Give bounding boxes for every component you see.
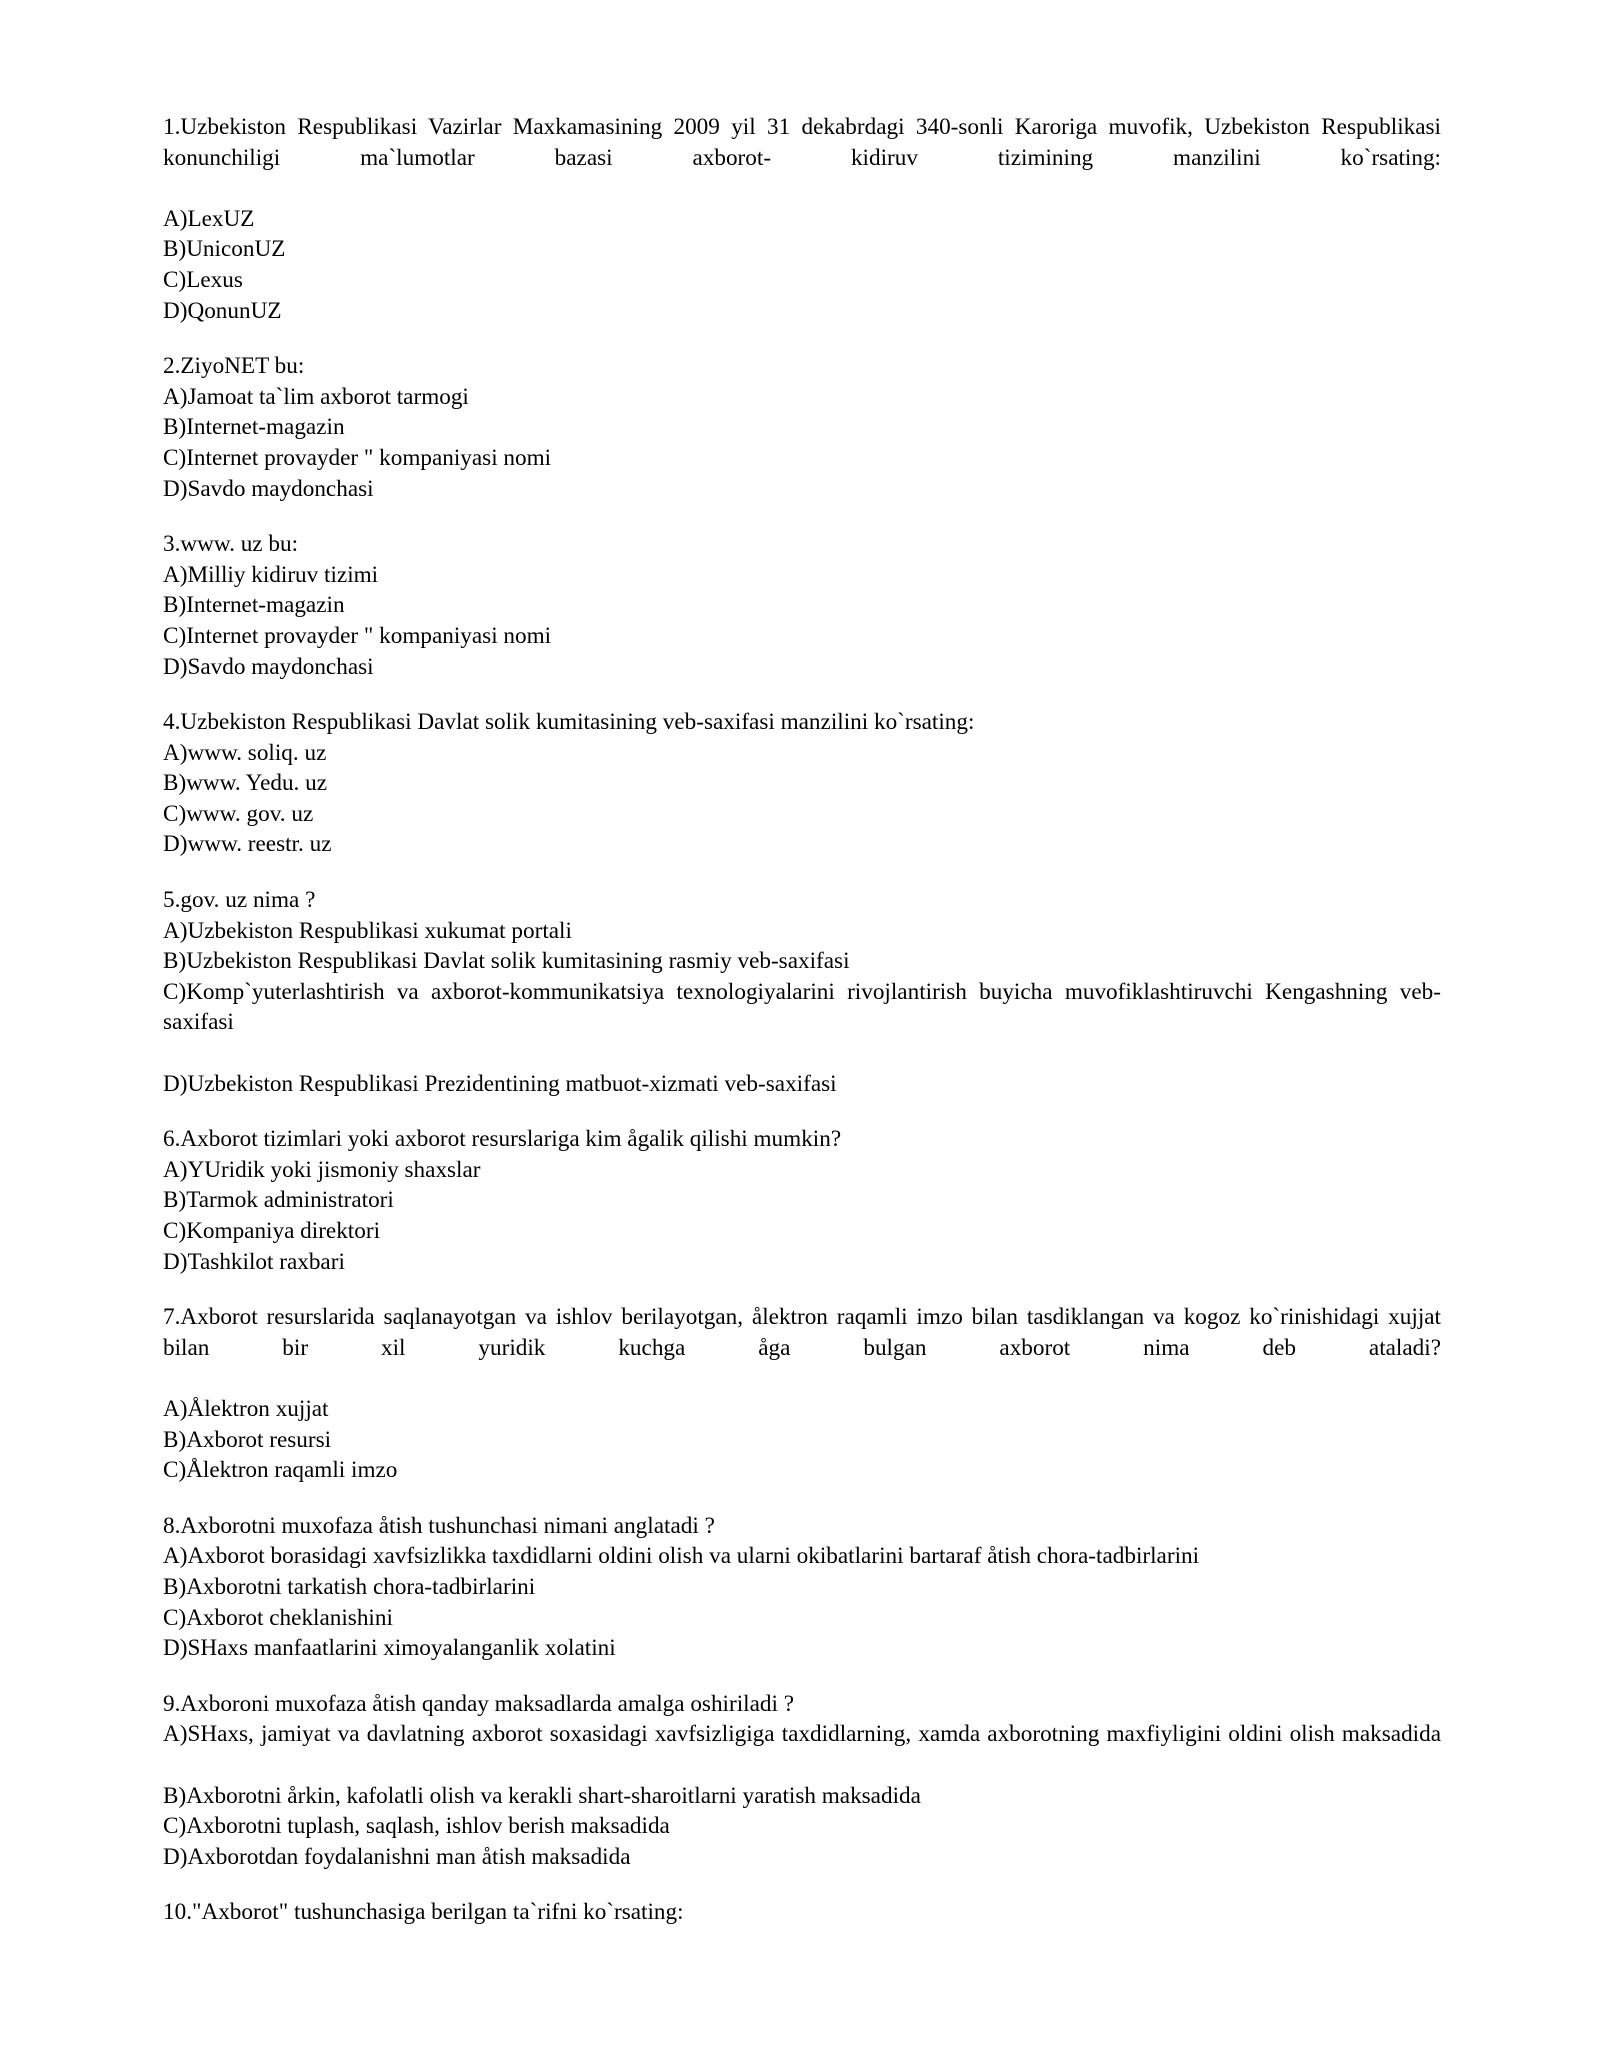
answer-option[interactable]: A)www. soliq. uz	[163, 739, 327, 766]
answer-option[interactable]: B)Axborot resursi	[163, 1426, 332, 1453]
answer-option[interactable]: A)YUridik yoki jismoniy shaxslar	[163, 1156, 481, 1183]
question-block	[163, 529, 1441, 682]
answer-option[interactable]: A)LexUZ	[163, 205, 255, 232]
answer-option[interactable]: C)Axborotni tuplash, saqlash, ishlov berish maksadida	[163, 1813, 670, 1840]
answer-option[interactable]: C)Internet provayder " kompaniyasi nomi	[163, 622, 552, 649]
answer-option[interactable]: D)QonunUZ	[163, 297, 282, 324]
answer-option[interactable]: A)Uzbekiston Respublikasi xukumat portali	[163, 917, 572, 944]
question-prompt: 4.Uzbekiston Respublikasi Davlat solik kumitasining veb-saxifasi manzilini ko`rsating:	[163, 709, 975, 736]
question-prompt: 5.gov. uz nima ?	[163, 887, 316, 914]
answer-option[interactable]: D)Savdo maydonchasi	[163, 653, 374, 680]
answer-option[interactable]: A)Milliy kidiruv tizimi	[163, 561, 379, 588]
answer-option[interactable]: A)Ålektron xujjat	[163, 1395, 329, 1422]
question-prompt: 7.Axborot resurslarida saqlanayotgan va ishlov berilayotgan, ålektron raqamli imzo bilan tasdiklangan va kogoz ko`rinishidagi xujjat bilan bir xil yuridik kuchga åga bulgan axborot nima deb ataladi?	[163, 1304, 1447, 1361]
question-block	[163, 1124, 1441, 1277]
answer-option[interactable]: D)Axborotdan foydalanishni man åtish maksadida	[163, 1843, 631, 1870]
answer-option[interactable]: B)www. Yedu. uz	[163, 770, 328, 797]
question-prompt: 3.www. uz bu:	[163, 531, 299, 558]
answer-option[interactable]: A)SHaxs, jamiyat va davlatning axborot soxasidagi xavfsizligiga taxdidlarning, xamda axborotning maxfiyligini oldini olish maksadida	[163, 1721, 1441, 1748]
question-block	[163, 1302, 1447, 1486]
answer-option[interactable]: B)Tarmok administratori	[163, 1187, 394, 1214]
question-prompt: 10."Axborot" tushunchasiga berilgan ta`rifni ko`rsating:	[163, 1899, 684, 1926]
question-block	[163, 707, 1441, 860]
question-prompt: 1.Uzbekiston Respublikasi Vazirlar Maxkamasining 2009 yil 31 dekabrdagi 340-sonli Karoriga muvofik, Uzbekiston Respublikasi konunchiligi ma`lumotlar bazasi axborot- kidiruv tizimining manzilini ko`rsating:	[163, 114, 1447, 171]
answer-option[interactable]: B)Axborotni tarkatish chora-tadbirlarini	[163, 1573, 536, 1600]
answer-option[interactable]: C)www. gov. uz	[163, 800, 314, 827]
answer-option[interactable]: B)Axborotni årkin, kafolatli olish va kerakli shart-sharoitlarni yaratish maksadida	[163, 1782, 921, 1809]
answer-option[interactable]: C)Ålektron raqamli imzo	[163, 1457, 398, 1484]
question-block	[163, 885, 1441, 1099]
question-block	[163, 1689, 1441, 1873]
answer-option[interactable]: D)SHaxs manfaatlarini ximoyalanganlik xolatini	[163, 1635, 616, 1662]
answer-option[interactable]: B)Internet-magazin	[163, 414, 345, 441]
answer-option[interactable]: B)UniconUZ	[163, 236, 286, 263]
answer-option[interactable]: C)Komp`yuterlashtirish va axborot-kommunikatsiya texnologiyalarini rivojlantirish buyicha muvofiklashtiruvchi Kengashning veb-saxifasi	[163, 978, 1441, 1036]
answer-option[interactable]: D)www. reestr. uz	[163, 831, 332, 858]
answer-option[interactable]: C)Internet provayder " kompaniyasi nomi	[163, 444, 552, 471]
answer-option[interactable]: C)Lexus	[163, 266, 243, 293]
answer-option[interactable]: B)Internet-magazin	[163, 592, 345, 619]
answer-option[interactable]: C)Axborot cheklanishini	[163, 1604, 393, 1631]
question-block	[163, 1511, 1441, 1664]
question-block	[163, 1897, 1441, 1928]
answer-option[interactable]: D)Savdo maydonchasi	[163, 475, 374, 502]
question-prompt: 8.Axborotni muxofaza åtish tushunchasi nimani anglatadi ?	[163, 1512, 715, 1539]
quiz-body	[163, 112, 1447, 1928]
question-prompt: 2.ZiyoNET bu:	[163, 353, 305, 380]
answer-option[interactable]: A)Axborot borasidagi xavfsizlikka taxdidlarni oldini olish va ularni okibatlarini bartaraf åtish chora-tadbirlarini	[163, 1543, 1200, 1570]
answer-option[interactable]: B)Uzbekiston Respublikasi Davlat solik kumitasining rasmiy veb-saxifasi	[163, 948, 850, 975]
question-prompt: 9.Axboroni muxofaza åtish qanday maksadlarda amalga oshiriladi ?	[163, 1690, 795, 1717]
answer-option[interactable]: D)Tashkilot raxbari	[163, 1248, 345, 1275]
answer-option[interactable]: D)Uzbekiston Respublikasi Prezidentining matbuot-xizmati veb-saxifasi	[163, 1070, 837, 1097]
question-block	[163, 112, 1447, 326]
question-block	[163, 351, 1441, 504]
question-prompt: 6.Axborot tizimlari yoki axborot resurslariga kim ågalik qilishi mumkin?	[163, 1126, 842, 1153]
answer-option[interactable]: A)Jamoat ta`lim axborot tarmogi	[163, 383, 469, 410]
answer-option[interactable]: C)Kompaniya direktori	[163, 1218, 381, 1244]
